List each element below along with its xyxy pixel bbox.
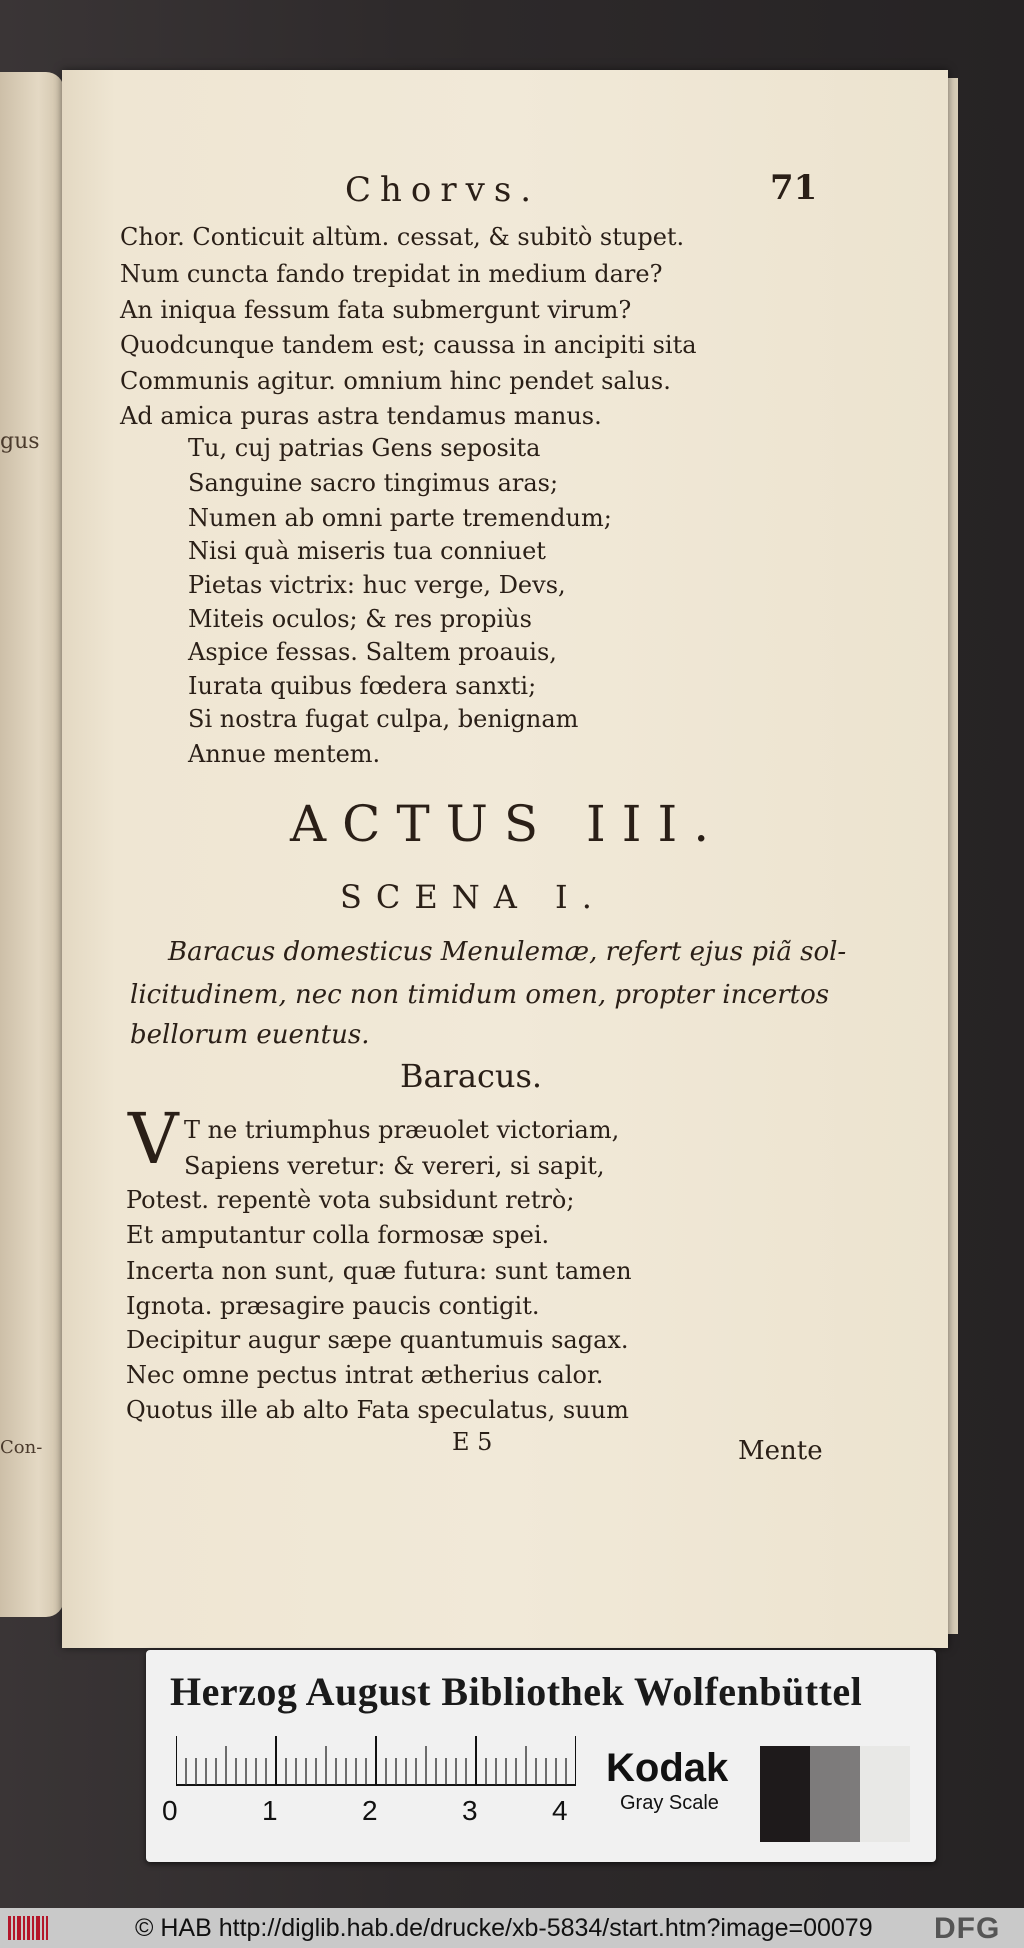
verse-line: Annue mentem. [188, 740, 381, 768]
verse-line: Sanguine sacro tingimus aras; [188, 469, 559, 497]
signature-mark: E 5 [452, 1428, 493, 1456]
speaker-name: Baracus. [400, 1057, 543, 1095]
verse-line: Nec omne pectus intrat ætherius calor. [126, 1361, 604, 1389]
catchword: Mente [738, 1436, 823, 1466]
gray-swatch [860, 1746, 910, 1842]
verse-line: Numen ab omni parte tremendum; [188, 504, 612, 532]
verse-line: Ignota. præsagire paucis contigit. [126, 1292, 540, 1320]
drop-cap: V [128, 1098, 179, 1180]
ruler-number: 0 [162, 1795, 178, 1826]
verse-line: Ad amica puras astra tendamus manus. [120, 402, 602, 430]
verse-line: Nisi quà miseris tua conniuet [188, 537, 546, 565]
argument-line: licitudinem, nec non timidum omen, propter incertos [130, 980, 830, 1010]
footer-bar [0, 1908, 1024, 1948]
left-page-fragment: Con- [0, 1437, 43, 1458]
verse-line: Decipitur augur sæpe quantumuis sagax. [126, 1326, 629, 1354]
verse-line: T ne triumphus præuolet victoriam, [184, 1116, 620, 1144]
verse-line: Pietas victrix: huc verge, Devs, [188, 571, 566, 599]
scene-heading: SCENA I. [340, 878, 606, 916]
ruler-number: 4 [552, 1795, 568, 1826]
page-number: 71 [770, 168, 818, 208]
verse-line: Iurata quibus fœdera sanxti; [188, 672, 537, 700]
barcode-icon [8, 1916, 48, 1940]
verse-line: Miteis oculos; & res propiùs [188, 605, 532, 633]
act-heading: ACTUS III. [290, 795, 726, 853]
running-head: Chorvs. [345, 170, 541, 210]
left-page-fragment: gus [0, 429, 40, 454]
verse-line: Quotus ille ab alto Fata speculatus, suum [126, 1396, 629, 1424]
library-name: Herzog August Bibliothek Wolfenbüttel [170, 1669, 863, 1714]
color-calibration-card [146, 1650, 936, 1862]
ruler-number: 3 [462, 1795, 478, 1826]
kodak-logo: Kodak [606, 1746, 729, 1790]
verse-line: Sapiens veretur: & vereri, si sapit, [184, 1152, 605, 1180]
gray-scale-label: Gray Scale [620, 1792, 719, 1814]
argument-line: bellorum euentus. [130, 1020, 370, 1050]
ruler-number: 1 [262, 1795, 278, 1826]
verse-line: Et amputantur colla formosæ spei. [126, 1221, 550, 1249]
verse-line: An iniqua fessum fata submergunt virum? [120, 296, 632, 324]
verse-line: Aspice fessas. Saltem proauis, [188, 638, 557, 666]
verse-line: Tu, cuj patrias Gens seposita [188, 434, 541, 462]
ruler-number: 2 [362, 1795, 378, 1826]
page-edge [948, 78, 958, 1634]
dfg-logo: DFG [934, 1912, 1001, 1945]
verse-line: Quodcunque tandem est; caussa in ancipiti sita [120, 331, 697, 359]
verse-line: Incerta non sunt, quæ futura: sunt tamen [126, 1257, 632, 1285]
verse-line: Communis agitur. omnium hinc pendet salus. [120, 367, 671, 395]
verse-line: Si nostra fugat culpa, benignam [188, 705, 579, 733]
gray-swatch [810, 1746, 860, 1842]
gray-swatch [760, 1746, 810, 1842]
verse-line: Chor. Conticuit altùm. cessat, & subitò stupet. [120, 223, 685, 251]
argument-line: Baracus domesticus Menulemæ, refert ejus piã sol- [168, 937, 847, 967]
copyright-link[interactable]: © HAB http://diglib.hab.de/drucke/xb-5834/start.htm?image=00079 [135, 1914, 873, 1942]
verse-line: Num cuncta fando trepidat in medium dare? [120, 260, 663, 288]
verse-line: Potest. repentè vota subsidunt retrò; [126, 1186, 575, 1214]
left-page-edge [0, 72, 64, 1617]
ruler-icon [176, 1736, 576, 1786]
